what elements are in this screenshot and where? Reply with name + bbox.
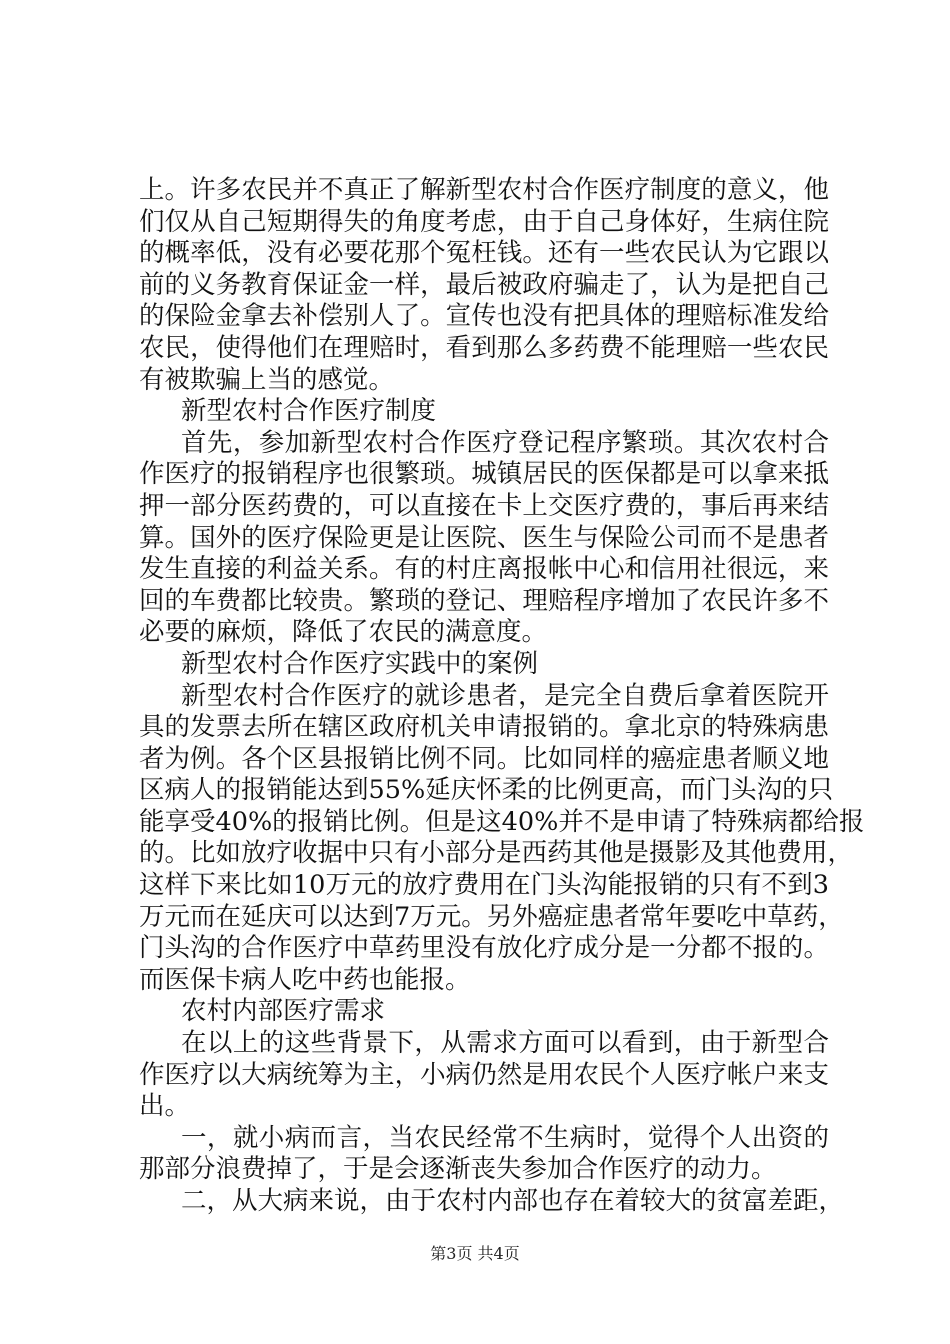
text-line: 有被欺骗上当的感觉。: [139, 364, 395, 395]
text-line: 出。: [139, 1091, 191, 1122]
text-line: 前的义务教育保证金一样，最后被政府骗走了，认为是把自己: [139, 269, 829, 300]
text-line: 新型农村合作医疗实践中的案例: [181, 648, 539, 679]
text-line: 能享受40%的报销比例。但是这40%并不是申请了特殊病都给报: [139, 806, 865, 837]
text-line: 那部分浪费掉了，于是会逐渐丧失参加合作医疗的动力。: [139, 1154, 777, 1185]
paragraph: [139, 680, 865, 997]
paragraph: [139, 996, 829, 1028]
text-line: 具的发票去所在辖区政府机关申请报销的。拿北京的特殊病患: [139, 712, 829, 743]
text-line: 的保险金拿去补偿别人了。宣传也没有把具体的理赔标准发给: [139, 301, 829, 332]
text-line: 而医保卡病人吃中药也能报。: [139, 964, 471, 995]
paragraph: [139, 1028, 829, 1123]
text-line: 一，就小病而言，当农民经常不生病时，觉得个人出资的: [181, 1122, 829, 1153]
paragraph: [139, 396, 829, 428]
text-line: 作医疗以大病统筹为主，小病仍然是用农民个人医疗帐户来支: [139, 1059, 829, 1090]
paragraph: [139, 1186, 845, 1218]
text-line: 新型农村合作医疗的就诊患者，是完全自费后拿着医院开: [181, 680, 829, 711]
text-line: 发生直接的利益关系。有的村庄离报帐中心和信用社很远，来: [139, 554, 829, 585]
text-line: 这样下来比如10万元的放疗费用在门头沟能报销的只有不到3: [139, 870, 829, 901]
text-line: 农村内部医疗需求: [181, 996, 386, 1027]
text-line: 上。许多农民并不真正了解新型农村合作医疗制度的意义，他: [139, 175, 829, 205]
text-line: 作医疗的报销程序也很繁琐。城镇居民的医保都是可以拿来抵: [139, 459, 829, 490]
text-line: 押一部分医药费的，可以直接在卡上交医疗费的，事后再来结: [139, 490, 829, 521]
text-line: 者为例。各个区县报销比例不同。比如同样的癌症患者顺义地: [139, 743, 829, 774]
paragraph: [139, 649, 829, 681]
text-line: 在以上的这些背景下，从需求方面可以看到，由于新型合: [181, 1028, 829, 1059]
text-line: 新型农村合作医疗制度: [181, 396, 437, 427]
text-line: 的。比如放疗收据中只有小部分是西药其他是摄影及其他费用，: [139, 838, 854, 869]
document-body: [139, 175, 865, 1218]
text-line: 首先，参加新型农村合作医疗登记程序繁琐。其次农村合: [181, 427, 829, 458]
paragraph: [139, 1123, 829, 1186]
text-line: 算。国外的医疗保险更是让医院、医生与保险公司而不是患者: [139, 522, 829, 553]
page-footer: 第3页 共4页: [430, 1244, 520, 1263]
text-line: 区病人的报销能达到55%延庆怀柔的比例更高，而门头沟的只: [139, 775, 834, 806]
text-line: 必要的麻烦，降低了农民的满意度。: [139, 617, 548, 648]
text-line: 门头沟的合作医疗中草药里没有放化疗成分是一分都不报的。: [139, 933, 829, 964]
text-line: 二，从大病来说，由于农村内部也存在着较大的贫富差距，: [181, 1186, 845, 1216]
text-line: 万元而在延庆可以达到7万元。另外癌症患者常年要吃中草药，: [139, 901, 844, 932]
text-line: 们仅从自己短期得失的角度考虑，由于自己身体好，生病住院: [139, 206, 829, 237]
text-line: 回的车费都比较贵。繁琐的登记、理赔程序增加了农民许多不: [139, 585, 829, 616]
text-line: 农民，使得他们在理赔时，看到那么多药费不能理赔一些农民: [139, 332, 829, 363]
paragraph: [139, 428, 829, 649]
text-line: 的概率低，没有必要花那个冤枉钱。还有一些农民认为它跟以: [139, 238, 829, 269]
paragraph: [139, 175, 829, 396]
